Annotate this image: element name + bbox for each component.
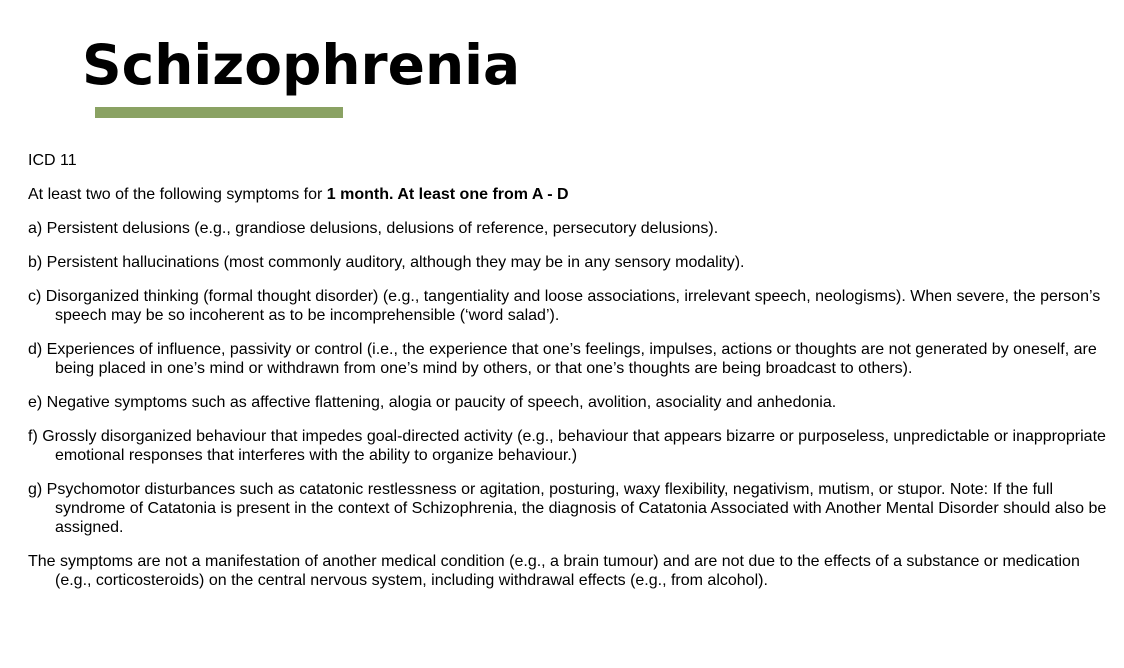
slide-content [28,151,1108,605]
criterion-e: e) Negative symptoms such as affective flattening, alogia or paucity of speech, avolition, asociality and anhedonia. [28,394,837,411]
source-label: ICD 11 [28,152,77,169]
criterion-d: d) Experiences of influence, passivity or control (i.e., the experience that one’s feelings, impulses, actions or thoughts are not generated by oneself, are being placed in one’s mind or withdrawn from one’s mind by others, or that one’s thoughts are being broadcast to others). [28,341,1097,377]
intro-duration: 1 month [326,186,390,203]
criterion-f: f) Grossly disorganized behaviour that impedes goal-directed activity (e.g., behaviour that appears bizarre or purposeless, unpredictable or inappropriate emotional responses that interferes with the ability to organize behaviour.) [28,428,1106,464]
intro-prefix: At least two of the following symptoms for [28,186,327,203]
criterion-a: a) Persistent delusions (e.g., grandiose delusions, delusions of reference, persecutory delusions). [28,220,719,237]
page-title: Schizophrenia [82,33,521,97]
criterion-b: b) Persistent hallucinations (most commonly auditory, although they may be in any sensory modality). [28,254,745,271]
criterion-c: c) Disorganized thinking (formal thought disorder) (e.g., tangentiality and loose associations, irrelevant speech, neologisms). When severe, the person’s speech may be so incoherent as to be incomprehensible (‘word salad’). [28,288,1101,324]
exclusion-statement: The symptoms are not a manifestation of another medical condition (e.g., a brain tumour) and are not due to the effects of a substance or medication (e.g., corticosteroids) on the central nervous system, including withdrawal effects (e.g., from alcohol). [28,553,1080,589]
criterion-g: g) Psychomotor disturbances such as catatonic restlessness or agitation, posturing, waxy flexibility, negativism, mutism, or stupor. Note: If the full syndrome of Catatonia is present in the context of Schizophrenia, the diagnosis of Catatonia Associated with Another Mental Disorder should also be assigned. [28,481,1107,536]
intro-statement [28,185,1108,204]
intro-requirement: . At least one from A - D [389,186,569,203]
title-underline-bar [95,107,343,118]
